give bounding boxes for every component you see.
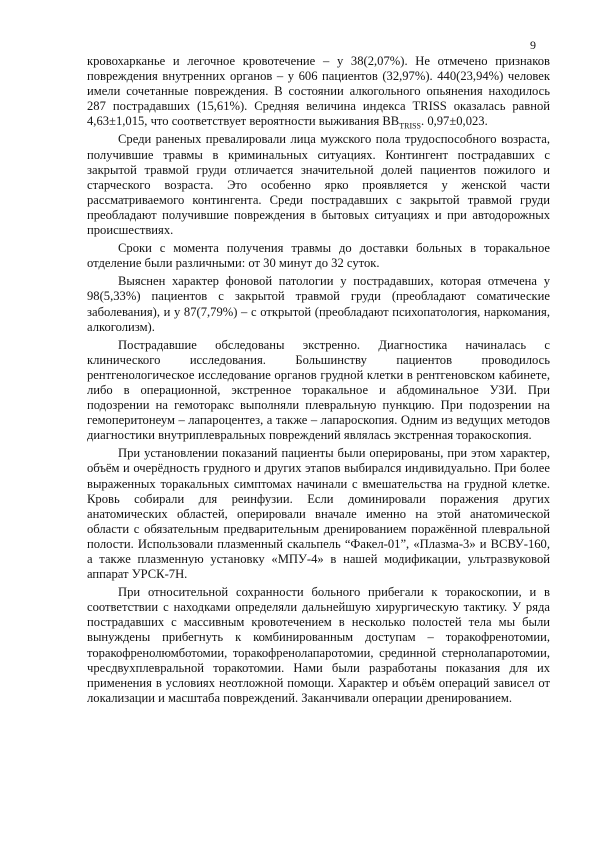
paragraph-1: [87, 54, 550, 129]
triss-subscript: TRISS: [399, 121, 422, 131]
body-text: [87, 54, 550, 709]
paragraph-7: При относительной сохранности больного прибегали к торакоскопии, и в соответствии с находками определяли дальнейшую хирургическую тактику. У ряда пострадавших с массивным кровотечением в несколько полостей тела мы были вынуждены прибегнуть к комбинированным доступам – торакофренотомии, торакофренолюмботомии, торакофренолапаротомии, срединной стернолапаротомии, чресдвухплевральной торакотомии. Нами были разработаны показания для их применения в условиях неотложной помощи. Характер и объём операций зависел от локализации и масштаба повреждений. Заканчивали операции дренированием.: [87, 585, 550, 705]
paragraph-1-text: кровохарканье и легочное кровотечение – у 38(2,07%). Не отмечено признаков повреждения внутренних органов – у 606 пациентов (32,97%). 440(23,94%) человек имели сочетанные повреждения. В состоянии алкогольного опьянения находилось 287 пострадавших (15,61%). Средняя величина индекса TRISS оказалась равной 4,63±1,015, что соответствует вероятности выживания ВВ: [87, 54, 550, 129]
paragraph-1-tail: . 0,97±0,023.: [421, 114, 488, 129]
paragraph-2: Среди раненых превалировали лица мужского пола трудоспособного возраста, получившие травмы в криминальных ситуациях. Контингент пострадавших с закрытой травмой груди отличается значительной долей пациентов пожилого и старческого возраста. Это особенно ярко проявляется у женской части рассматриваемого контингента. Среди пострадавших с закрытой травмой груди преобладают получившие повреждения в бытовых ситуациях и при автодорожных происшествиях.: [87, 132, 550, 238]
paragraph-6: При установлении показаний пациенты были оперированы, при этом характер, объём и очерёдность грудного и других этапов выбирался индивидуально. При более выраженных торакальных симптомах начинали с вмешательства на грудной клетке. Кровь собирали для реинфузии. Если доминировали поражения других анатомических областей, оперировали вначале именно на этой анатомической области с обязательным предварительным дренированием поражённой плевральной полости. Использовали плазменный скальпель “Факел-01”, «Плазма-3» и ВСВУ-160, а также плазменную установку «МПУ-4» в нашей модификации, ультразвуковой аппарат УРСК-7Н.: [87, 446, 550, 582]
paragraph-5: Пострадавшие обследованы экстренно. Диагностика начиналась с клинического исследования. Большинству пациентов проводилось рентгенологическое исследование органов грудной клетки в рентгеновском кабинете, либо в операционной, экстренное торакальное и абдоминальное УЗИ. При подозрении на гемоторакс выполняли плевральную пункцию. При подозрении на гемоперитонеум – лапароцентез, а также – лапароскопия. Одним из ведущих методов диагностики внутриплевральных повреждений являлась экстренная торакоскопия.: [87, 337, 550, 443]
paragraph-4: Выяснен характер фоновой патологии у пострадавших, которая отмечена у 98(5,33%) пациентов с закрытой травмой груди (преобладают соматические заболевания), и у 87(7,79%) – с открытой (преобладают психопатология, наркомания, алкоголизм).: [87, 274, 550, 334]
paragraph-3: Сроки с момента получения травмы до доставки больных в торакальное отделение были различными: от 30 минут до 32 суток.: [87, 241, 550, 271]
page-number: 9: [530, 38, 536, 52]
